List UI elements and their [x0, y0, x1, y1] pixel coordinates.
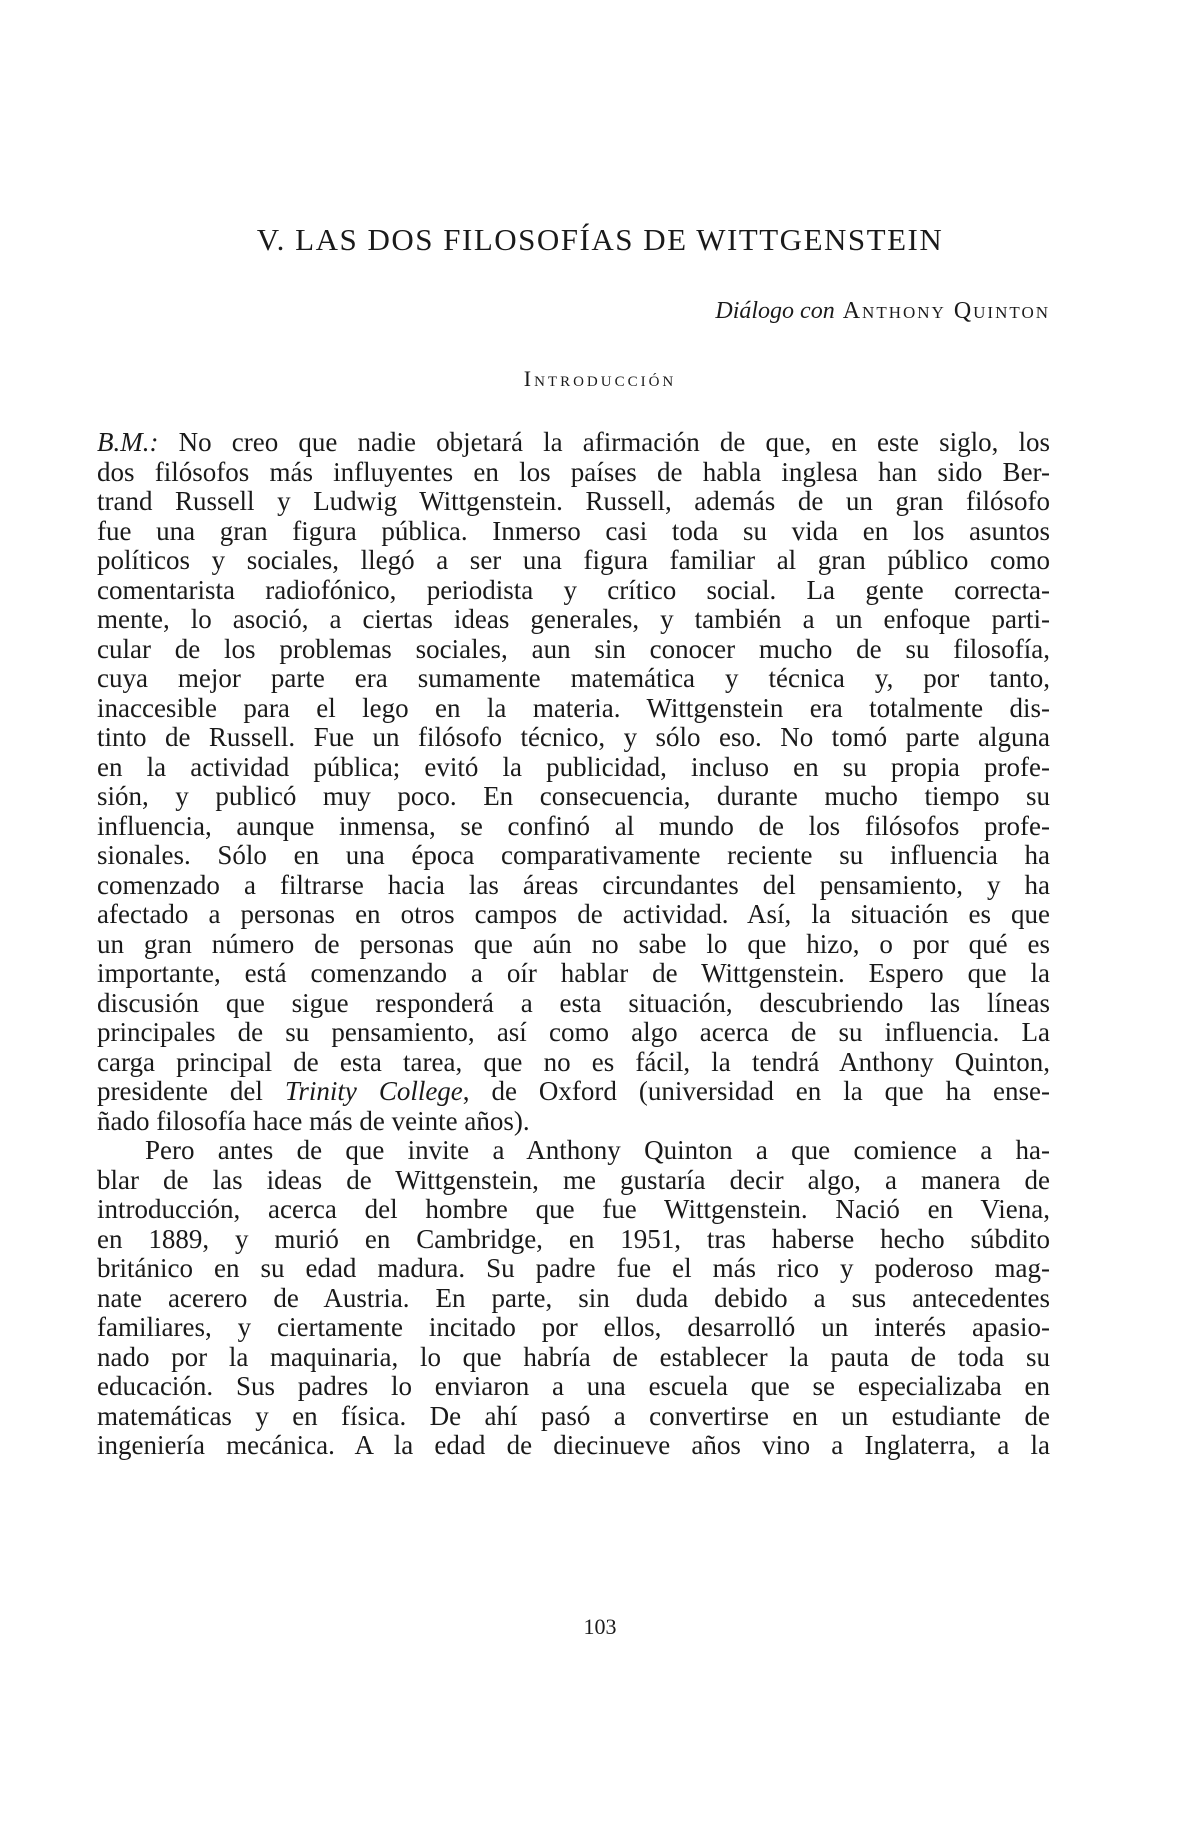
text-line: ingeniería mecánica. A la edad de diecinueve años vino a Inglaterra, a la: [97, 1430, 1050, 1460]
text-line: introducción, acerca del hombre que fue Wittgenstein. Nació en Viena,: [97, 1194, 1050, 1224]
text-line: comenzado a filtrarse hacia las áreas circundantes del pensamiento, y ha: [97, 869, 1050, 900]
text-line: fue una gran figura pública. Inmerso casi toda su vida en los asuntos: [97, 515, 1050, 546]
text-line: educación. Sus padres lo enviaron a una escuela que se especializaba en: [97, 1371, 1050, 1401]
text-line: afectado a personas en otros campos de actividad. Así, la situación es que: [97, 899, 1050, 929]
page-number: 103: [583, 1614, 617, 1639]
college-name: Trinity College: [284, 1076, 463, 1106]
text-line: importante, está comenzando a oír hablar de Wittgenstein. Espero que la: [97, 958, 1050, 988]
subtitle-prefix: Diálogo con: [715, 298, 835, 324]
text-line: un gran número de personas que aún no sabe lo que hizo, o por qué es: [97, 928, 1050, 959]
dialogue-subtitle: [715, 298, 1050, 325]
text-line: carga principal de esta tarea, que no es fácil, la tendrá Anthony Quinton,: [97, 1046, 1050, 1077]
text-line: presidente del Trinity College, de Oxford (universidad en la que ha ense-: [97, 1076, 1050, 1106]
text-line: cular de los problemas sociales, aun sin conocer mucho de su filosofía,: [97, 633, 1050, 664]
section-heading: Introducción: [523, 366, 677, 391]
text-line: ñado filosofía hace más de veinte años).: [97, 1105, 530, 1136]
body-text: [97, 428, 1050, 1461]
subtitle-author: Anthony Quinton: [842, 298, 1050, 324]
text-line: Pero antes de que invite a Anthony Quinton a que comience a ha-: [145, 1135, 1050, 1165]
text-line: dos filósofos más influyentes en los países de habla inglesa han sido Ber-: [97, 456, 1050, 487]
text-line: B.M.: No creo que nadie objetará la afirmación de que, en este siglo, los: [97, 427, 1050, 457]
text-line: comentarista radiofónico, periodista y crítico social. La gente correcta-: [97, 574, 1050, 605]
text-line: matemáticas y en física. De ahí pasó a convertirse en un estudiante de: [97, 1400, 1050, 1431]
text-line: tinto de Russell. Fue un filósofo técnico, y sólo eso. No tomó parte alguna: [97, 722, 1050, 752]
text-line: inaccesible para el lego en la materia. Wittgenstein era totalmente dis-: [97, 692, 1050, 723]
chapter-title: V. LAS DOS FILOSOFÍAS DE WITTGENSTEIN: [256, 222, 944, 257]
text-line: nate acerero de Austria. En parte, sin duda debido a sus antecedentes: [97, 1282, 1050, 1313]
text-line: nado por la maquinaria, lo que habría de establecer la pauta de toda su: [97, 1341, 1050, 1372]
text-line: mente, lo asoció, a ciertas ideas generales, y también a un enfoque parti-: [97, 604, 1050, 634]
text-line: británico en su edad madura. Su padre fue el más rico y poderoso mag-: [97, 1253, 1050, 1283]
text-line: sionales. Sólo en una época comparativamente reciente su influencia ha: [97, 840, 1050, 870]
text-line: en la actividad pública; evitó la publicidad, incluso en su propia profe-: [97, 751, 1050, 782]
text-line: cuya mejor parte era sumamente matemática y técnica y, por tanto,: [97, 663, 1050, 693]
text-line: políticos y sociales, llegó a ser una figura familiar al gran público como: [97, 545, 1050, 575]
text-line: familiares, y ciertamente incitado por ellos, desarrolló un interés apasio-: [97, 1312, 1050, 1342]
text-line: blar de las ideas de Wittgenstein, me gustaría decir algo, a manera de: [97, 1164, 1050, 1195]
paragraph-1: [97, 428, 1050, 1136]
text-line: influencia, aunque inmensa, se confinó al mundo de los filósofos profe-: [97, 810, 1050, 841]
text-line: trand Russell y Ludwig Wittgenstein. Russell, además de un gran filósofo: [97, 486, 1050, 516]
speaker-label: B.M.:: [97, 427, 159, 457]
text-line: sión, y publicó muy poco. En consecuencia, durante mucho tiempo su: [97, 781, 1050, 811]
text-line: principales de su pensamiento, así como algo acerca de su influencia. La: [97, 1017, 1050, 1047]
text-line: discusión que sigue responderá a esta situación, descubriendo las líneas: [97, 987, 1050, 1018]
text-line: en 1889, y murió en Cambridge, en 1951, tras haberse hecho súbdito: [97, 1223, 1050, 1254]
paragraph-2: [97, 1136, 1050, 1461]
